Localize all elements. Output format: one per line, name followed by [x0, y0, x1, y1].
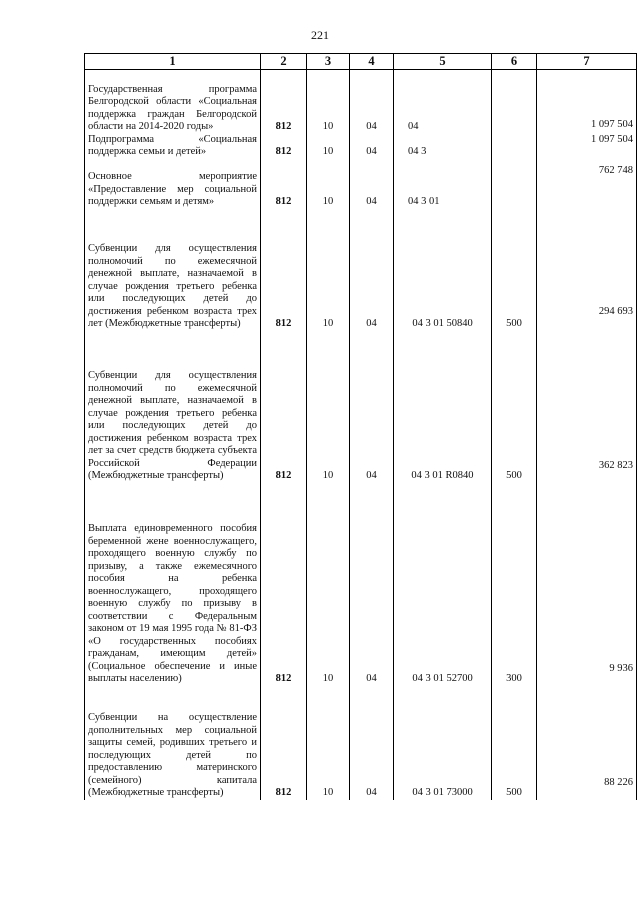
- row-sum: 88 226: [537, 686, 637, 800]
- row-name: Выплата единовременного пособия беременной жене военнослужащего, проходящего военную службу по призыву, а также ежемесячного пособия на ребенка военнослужащего, проходящего военную службу по призыву в соответствии с Федеральным законом от 19 мая 1995 года № 81-ФЗ «О государственных пособиях гражданам, имеющим детей» (Социальное обеспечение и иные выплаты населению): [85, 483, 261, 686]
- row-rz: 10: [307, 686, 350, 800]
- row-rz: 10: [307, 134, 350, 159]
- row-vr: 500: [492, 686, 537, 800]
- row-vr: 500: [492, 331, 537, 483]
- row-vr: 500: [492, 209, 537, 331]
- row-ved: 812: [261, 686, 307, 800]
- row-vr: [492, 134, 537, 159]
- row-pr: 04: [350, 483, 394, 686]
- header-col-2: 2: [261, 54, 307, 70]
- row-rz: 10: [307, 209, 350, 331]
- row-ved: 812: [261, 134, 307, 159]
- row-name: Субвенции для осуществления полномочий по ежемесячной денежной выплате, назначаемой в случае рождения третьего ребенка или последующих детей до достижения ребенком возраста трех лет (Межбюджетные трансферты): [85, 209, 261, 331]
- row-name: Субвенции для осуществления полномочий по ежемесячной денежной выплате, назначаемой в случае рождения третьего ребенка или последующих детей до достижения ребенком возраста трех лет за счет средств бюджета субъекта Российской Федерации (Межбюджетные трансферты): [85, 331, 261, 483]
- row-csr: 04 3 01 R0840: [394, 331, 492, 483]
- row-pr: 04: [350, 331, 394, 483]
- row-sum: 362 823: [537, 331, 637, 483]
- header-row: [85, 54, 637, 70]
- row-sum: 1 097 504: [537, 134, 637, 159]
- row-name: Подпрограмма «Социальная поддержка семьи и детей»: [85, 134, 261, 159]
- table-row: [85, 70, 637, 134]
- row-name: Субвенции на осуществление дополнительных мер социальной защиты семей, родивших третьего и последующих детей по предоставлению материнского (семейного) капитала (Межбюджетные трансферты): [85, 686, 261, 800]
- budget-table: [84, 53, 637, 800]
- row-csr: 04: [394, 70, 492, 134]
- row-rz: 10: [307, 331, 350, 483]
- row-sum: 9 936: [537, 483, 637, 686]
- row-vr: [492, 159, 537, 209]
- row-ved: 812: [261, 331, 307, 483]
- header-col-4: 4: [350, 54, 394, 70]
- row-vr: 300: [492, 483, 537, 686]
- header-col-7: 7: [537, 54, 637, 70]
- row-sum: 762 748: [537, 159, 637, 209]
- page-number: 221: [311, 28, 329, 42]
- row-rz: 10: [307, 483, 350, 686]
- row-csr: 04 3 01: [394, 159, 492, 209]
- row-csr: 04 3 01 50840: [394, 209, 492, 331]
- row-csr: 04 3: [394, 134, 492, 159]
- row-name: Государственная программа Белгородской области «Социальная поддержка граждан Белгородской области на 2014-2020 годы»: [85, 70, 261, 134]
- header-col-5: 5: [394, 54, 492, 70]
- table-row: [85, 331, 637, 483]
- row-csr: 04 3 01 52700: [394, 483, 492, 686]
- row-rz: 10: [307, 159, 350, 209]
- row-csr: 04 3 01 73000: [394, 686, 492, 800]
- table-row: [85, 159, 637, 209]
- row-sum: 294 693: [537, 209, 637, 331]
- row-name: Основное мероприятие «Предоставление мер социальной поддержки семьям и детям»: [85, 159, 261, 209]
- table-row: [85, 483, 637, 686]
- row-pr: 04: [350, 134, 394, 159]
- row-rz: 10: [307, 70, 350, 134]
- row-ved: 812: [261, 159, 307, 209]
- header-col-3: 3: [307, 54, 350, 70]
- row-pr: 04: [350, 209, 394, 331]
- table-row: [85, 686, 637, 800]
- row-pr: 04: [350, 686, 394, 800]
- row-ved: 812: [261, 209, 307, 331]
- row-ved: 812: [261, 70, 307, 134]
- header-col-1: 1: [85, 54, 261, 70]
- row-pr: 04: [350, 70, 394, 134]
- row-sum: 1 097 504: [537, 70, 637, 134]
- row-pr: 04: [350, 159, 394, 209]
- header-col-6: 6: [492, 54, 537, 70]
- table-row: [85, 209, 637, 331]
- row-vr: [492, 70, 537, 134]
- table-row: [85, 134, 637, 159]
- row-ved: 812: [261, 483, 307, 686]
